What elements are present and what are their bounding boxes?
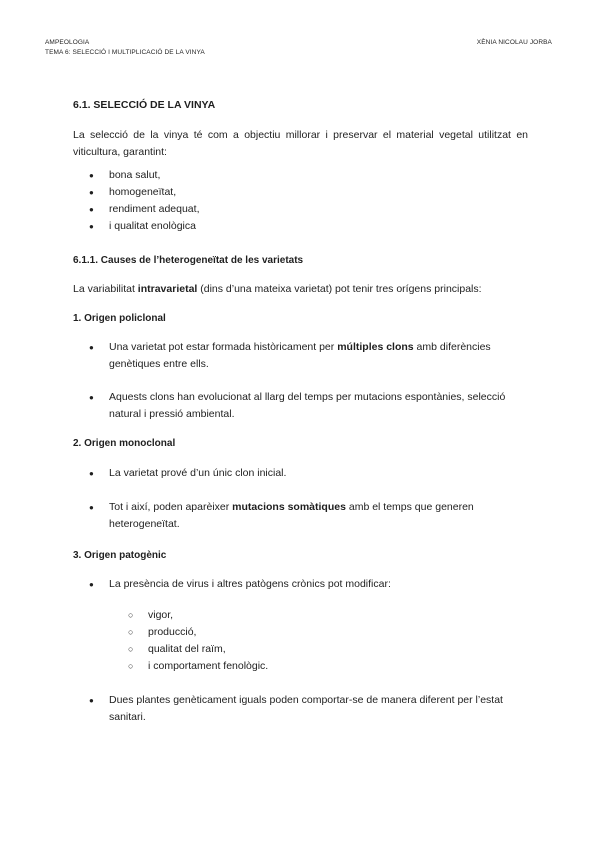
circle-bullet-icon: ○ xyxy=(128,627,134,637)
effects-list xyxy=(73,607,528,675)
header-author: XÈNIA NICOLAU JORBA xyxy=(476,39,552,46)
section-title: 6.1. SELECCIÓ DE LA VINYA xyxy=(73,99,216,111)
circle-bullet-icon: ○ xyxy=(128,644,134,654)
list-item: ○ i comportament fenològic. xyxy=(73,658,528,675)
list-item: ● i qualitat enològica xyxy=(73,218,528,235)
list-item: ● Dues plantes genèticament iguals poden comportar-se de manera diferent per l’estat sanitari. xyxy=(89,694,503,723)
document-body xyxy=(73,97,528,726)
header-subject: AMPEOLOGIA xyxy=(45,39,90,46)
section-intro: La selecció de la vinya té com a objectiu millorar i preservar el material vegetal utilitzat en viticultura, garantint: xyxy=(73,129,528,158)
policlonal-list xyxy=(73,339,528,423)
list-item: ● homogeneïtat, xyxy=(73,184,528,201)
bullet-icon: ● xyxy=(89,171,94,180)
bullet-icon: ● xyxy=(89,205,94,214)
patogenic-list xyxy=(73,576,528,593)
list-item: ● Una varietat pot estar formada històricament per múltiples clons amb diferències genètiques entre ells. xyxy=(89,341,491,370)
bullet-icon: ● xyxy=(89,469,94,478)
list-item: ● La presència de virus i altres patògens crònics pot modificar: xyxy=(73,576,528,593)
monoclonal-list xyxy=(73,465,528,533)
origin-policlonal-title: 1. Origen policlonal xyxy=(73,313,166,324)
list-item: ○ qualitat del raïm, xyxy=(73,641,528,658)
circle-bullet-icon: ○ xyxy=(128,661,134,671)
bullet-icon: ● xyxy=(89,393,94,402)
list-item: ● rendiment adequat, xyxy=(73,201,528,218)
list-item: ● bona salut, xyxy=(73,167,528,184)
list-item: ● Tot i així, poden aparèixer mutacions somàtiques amb el temps que generen heterogeneïtat. xyxy=(89,501,474,530)
header-topic: TEMA 6: SELECCIÓ I MULTIPLICACIÓ DE LA VINYA xyxy=(45,49,205,56)
origin-monoclonal-title: 2. Origen monoclonal xyxy=(73,438,176,449)
circle-bullet-icon: ○ xyxy=(128,610,134,620)
bullet-icon: ● xyxy=(89,696,94,705)
origin-patogenic-title: 3. Origen patogènic xyxy=(73,550,167,561)
list-item: ● La varietat prové d’un únic clon inicial. xyxy=(73,465,528,482)
page-header-left xyxy=(45,38,205,58)
bullet-icon: ● xyxy=(89,580,94,589)
subsection-intro: La variabilitat intravarietal (dins d’una mateixa varietat) pot tenir tres orígens principals: xyxy=(73,283,482,295)
list-item: ○ producció, xyxy=(73,624,528,641)
subsection-title: 6.1.1. Causes de l’heterogeneïtat de les varietats xyxy=(73,255,304,266)
list-item: ○ vigor, xyxy=(73,607,528,624)
bullet-icon: ● xyxy=(89,503,94,512)
bullet-icon: ● xyxy=(89,188,94,197)
bullet-icon: ● xyxy=(89,222,94,231)
patogenic-list-2 xyxy=(73,692,528,726)
list-item: ● Aquests clons han evolucionat al llarg del temps per mutacions espontànies, selecció natural i pressió ambiental. xyxy=(89,391,506,420)
goals-list xyxy=(73,167,528,235)
bullet-icon: ● xyxy=(89,343,94,352)
